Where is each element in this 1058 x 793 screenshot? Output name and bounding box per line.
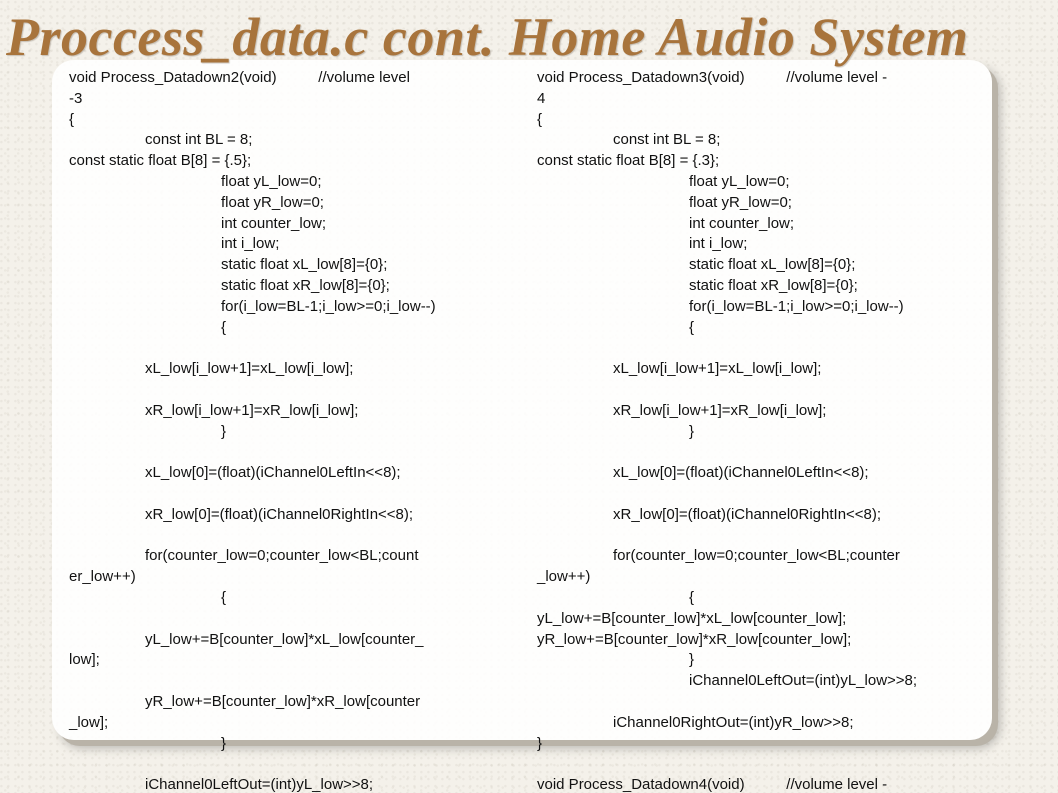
code-line: low]; xyxy=(69,651,100,669)
code-line: xL_low[0]=(float)(iChannel0LeftIn<<8); xyxy=(613,464,869,482)
code-line: { xyxy=(689,588,695,606)
code-line: int counter_low; xyxy=(689,214,795,232)
code-line: { xyxy=(221,318,227,336)
code-line: float yL_low=0; xyxy=(221,172,322,190)
code-column-right xyxy=(537,68,977,793)
code-line: xL_low[i_low+1]=xL_low[i_low]; xyxy=(145,360,354,378)
code-line: _low++) xyxy=(537,568,591,586)
code-line: xL_low[i_low+1]=xL_low[i_low]; xyxy=(613,360,822,378)
code-line: xL_low[0]=(float)(iChannel0LeftIn<<8); xyxy=(145,464,401,482)
code-line xyxy=(69,754,499,775)
code-line xyxy=(69,609,499,630)
code-line xyxy=(537,442,977,463)
code-line: xR_low[i_low+1]=xR_low[i_low]; xyxy=(613,401,827,419)
code-line: 4 xyxy=(537,89,546,107)
code-line: yR_low+=B[counter_low]*xR_low[counter xyxy=(145,692,421,710)
code-line: iChannel0RightOut=(int)yR_low>>8; xyxy=(613,713,854,731)
code-line: } xyxy=(537,734,543,752)
code-line: iChannel0LeftOut=(int)yL_low>>8; xyxy=(145,776,374,793)
code-line: yL_low+=B[counter_low]*xL_low[counter_ xyxy=(145,630,424,648)
code-line: for(i_low=BL-1;i_low>=0;i_low--) xyxy=(221,297,436,315)
code-line: xR_low[0]=(float)(iChannel0RightIn<<8); xyxy=(145,505,414,523)
code-line: yL_low+=B[counter_low]*xL_low[counter_low]; xyxy=(537,609,847,627)
code-line: { xyxy=(537,110,543,128)
code-line: void Process_Datadown2(void) //volume level xyxy=(69,69,410,86)
code-line: iChannel0LeftOut=(int)yL_low>>8; xyxy=(689,672,918,690)
code-line: for(counter_low=0;counter_low<BL;count xyxy=(145,547,419,565)
code-line xyxy=(537,338,977,359)
code-line: _low]; xyxy=(69,713,109,731)
code-line: -3 xyxy=(69,89,83,107)
code-line xyxy=(69,442,499,463)
code-line xyxy=(69,338,499,359)
code-line: const int BL = 8; xyxy=(613,131,721,149)
code-line xyxy=(537,692,977,713)
code-line: const static float B[8] = {.3}; xyxy=(537,152,720,170)
code-line: void Process_Datadown4(void) //volume level - xyxy=(537,776,888,793)
code-line: static float xL_low[8]={0}; xyxy=(689,256,856,274)
slide-title: Proccess_data.c cont. Home Audio System xyxy=(6,7,969,67)
code-line: } xyxy=(689,422,695,440)
code-line xyxy=(69,671,499,692)
code-line xyxy=(69,526,499,547)
code-line: const int BL = 8; xyxy=(145,131,253,149)
code-line xyxy=(69,484,499,505)
code-line: static float xR_low[8]={0}; xyxy=(221,276,390,294)
code-line: float yR_low=0; xyxy=(221,193,324,211)
code-column-left xyxy=(69,68,499,793)
code-line: int i_low; xyxy=(221,235,280,253)
code-line: void Process_Datadown3(void) //volume level - xyxy=(537,69,888,86)
code-line xyxy=(69,380,499,401)
code-line: yR_low+=B[counter_low]*xR_low[counter_low]; xyxy=(537,630,852,648)
code-line: int counter_low; xyxy=(221,214,327,232)
code-line: const static float B[8] = {.5}; xyxy=(69,152,252,170)
code-line: int i_low; xyxy=(689,235,748,253)
code-line: static float xL_low[8]={0}; xyxy=(221,256,388,274)
code-line xyxy=(537,380,977,401)
code-line: } xyxy=(221,422,227,440)
code-line: { xyxy=(69,110,75,128)
code-line: static float xR_low[8]={0}; xyxy=(689,276,858,294)
code-line xyxy=(537,526,977,547)
code-line: } xyxy=(221,734,227,752)
code-line: xR_low[i_low+1]=xR_low[i_low]; xyxy=(145,401,359,419)
code-line: float yR_low=0; xyxy=(689,193,792,211)
code-line xyxy=(537,484,977,505)
code-line: xR_low[0]=(float)(iChannel0RightIn<<8); xyxy=(613,505,882,523)
code-line: for(i_low=BL-1;i_low>=0;i_low--) xyxy=(689,297,904,315)
code-line: { xyxy=(689,318,695,336)
code-line xyxy=(537,754,977,775)
code-line: } xyxy=(689,651,695,669)
code-line: for(counter_low=0;counter_low<BL;counter xyxy=(613,547,900,565)
code-line: { xyxy=(221,588,227,606)
code-line: er_low++) xyxy=(69,568,136,586)
code-line: float yL_low=0; xyxy=(689,172,790,190)
